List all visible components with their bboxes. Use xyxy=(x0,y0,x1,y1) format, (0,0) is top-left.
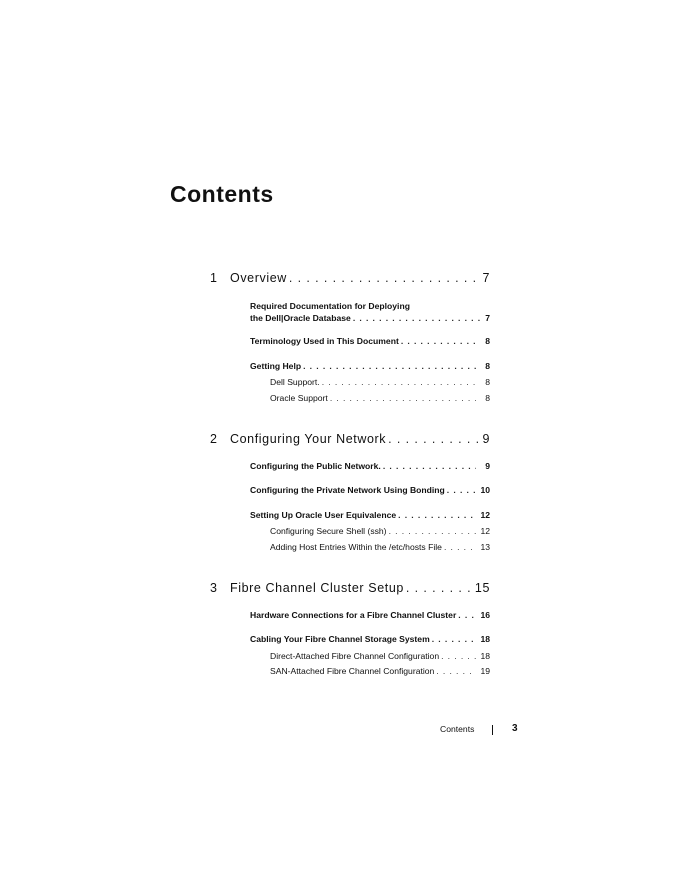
entry-page: 12 xyxy=(480,526,490,536)
dot-leader xyxy=(432,634,476,644)
entry-page: 13 xyxy=(480,542,490,552)
entry-title: Configuring Secure Shell (ssh) xyxy=(270,526,387,536)
dot-leader xyxy=(322,377,476,387)
chapter-number: 3 xyxy=(210,581,218,595)
entry-page: 8 xyxy=(485,393,490,403)
toc-entry[interactable] xyxy=(250,634,490,644)
toc-entry[interactable] xyxy=(250,300,490,324)
entry-title: Oracle Support xyxy=(270,393,328,403)
toc-entry[interactable] xyxy=(250,361,490,371)
dot-leader xyxy=(447,485,476,495)
footer-page-number: 3 xyxy=(512,723,518,734)
chapter-title: Configuring Your Network xyxy=(230,432,387,446)
dot-leader xyxy=(388,432,478,446)
toc-chapter-1[interactable] xyxy=(210,271,490,285)
chapter-number: 1 xyxy=(210,271,218,285)
toc-subentry[interactable] xyxy=(270,666,490,676)
footer-divider xyxy=(492,725,493,735)
entry-page: 8 xyxy=(485,336,490,346)
entry-page: 7 xyxy=(485,313,490,323)
toc-entry[interactable] xyxy=(250,510,490,520)
dot-leader xyxy=(441,651,476,661)
chapter-page: 7 xyxy=(482,271,490,285)
chapter-page: 9 xyxy=(482,432,490,446)
toc-chapter-2[interactable] xyxy=(210,432,490,446)
toc-entry[interactable] xyxy=(250,485,490,495)
dot-leader xyxy=(303,361,476,371)
entry-title: Configuring the Public Network. xyxy=(250,461,381,471)
dot-leader xyxy=(383,461,476,471)
chapter-number: 2 xyxy=(210,432,218,446)
toc-entry[interactable] xyxy=(250,610,490,620)
chapter-page: 15 xyxy=(474,581,490,595)
entry-title: Adding Host Entries Within the /etc/hosts File xyxy=(270,542,442,552)
toc-subentry[interactable] xyxy=(270,542,490,552)
entry-title: Cabling Your Fibre Channel Storage System xyxy=(250,634,430,644)
entry-page: 9 xyxy=(485,461,490,471)
entry-title: Getting Help xyxy=(250,361,302,371)
entry-title: Configuring the Private Network Using Bonding xyxy=(250,485,445,495)
entry-page: 16 xyxy=(480,610,490,620)
entry-page: 8 xyxy=(485,361,490,371)
entry-title: Hardware Connections for a Fibre Channel Cluster xyxy=(250,610,457,620)
entry-title-line1: Required Documentation for Deploying xyxy=(250,301,410,311)
dot-leader xyxy=(401,336,476,346)
toc-entry[interactable] xyxy=(250,461,490,471)
entry-page: 18 xyxy=(480,651,490,661)
toc-subentry[interactable] xyxy=(270,393,490,403)
entry-title: Direct-Attached Fibre Channel Configuration xyxy=(270,651,440,661)
dot-leader xyxy=(330,393,476,403)
entry-title: Terminology Used in This Document xyxy=(250,336,399,346)
chapter-title: Fibre Channel Cluster Setup xyxy=(230,581,404,595)
entry-title-line2: the Dell|Oracle Database xyxy=(250,313,351,323)
dot-leader xyxy=(398,510,476,520)
dot-leader xyxy=(289,271,478,285)
entry-page: 8 xyxy=(485,377,490,387)
footer-label: Contents xyxy=(440,724,475,734)
entry-title: SAN-Attached Fibre Channel Configuration xyxy=(270,666,435,676)
entry-page: 12 xyxy=(480,510,490,520)
toc-subentry[interactable] xyxy=(270,651,490,661)
dot-leader xyxy=(353,312,481,324)
dot-leader xyxy=(444,542,476,552)
dot-leader xyxy=(389,526,476,536)
toc-chapter-3[interactable] xyxy=(210,581,490,595)
entry-title: Dell Support. xyxy=(270,377,320,387)
dot-leader xyxy=(436,666,476,676)
chapter-title: Overview xyxy=(230,271,287,285)
dot-leader xyxy=(406,581,471,595)
dot-leader xyxy=(458,610,476,620)
toc-entry[interactable] xyxy=(250,336,490,346)
toc-subentry[interactable] xyxy=(270,526,490,536)
page-title: Contents xyxy=(170,181,274,207)
entry-page: 18 xyxy=(480,634,490,644)
entry-page: 10 xyxy=(480,485,490,495)
entry-page: 19 xyxy=(480,666,490,676)
toc-subentry[interactable] xyxy=(270,377,490,387)
entry-title: Setting Up Oracle User Equivalence xyxy=(250,510,397,520)
